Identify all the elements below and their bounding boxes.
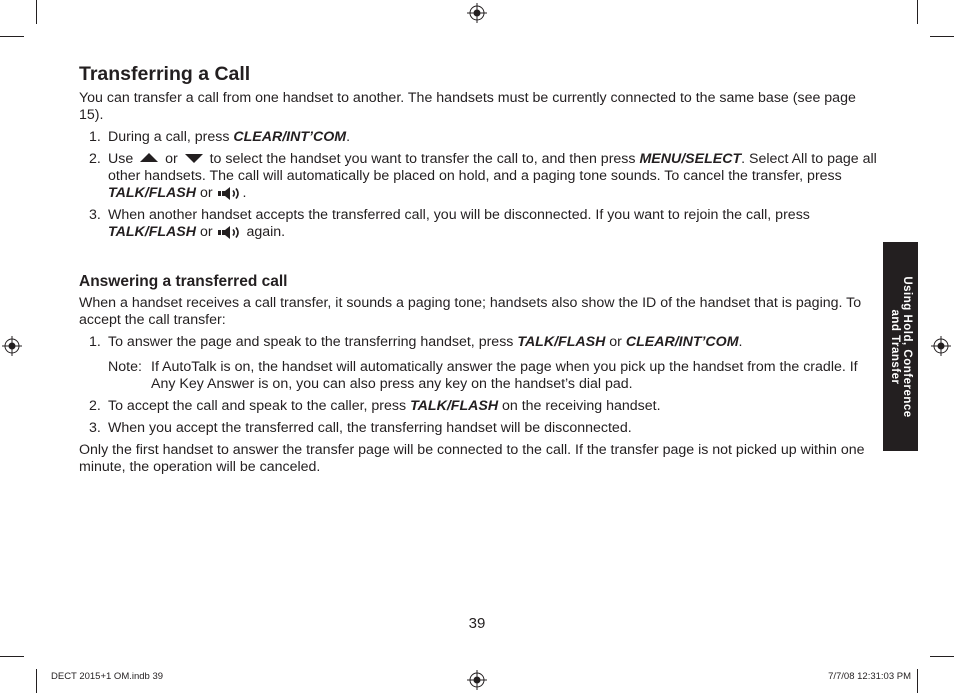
registration-mark-icon — [467, 670, 487, 690]
answer-step-2: 2. To accept the call and speak to the caller, press TALK/FLASH on the receiving handset. — [89, 398, 661, 414]
speakerphone-icon — [218, 226, 242, 239]
step-number: 2. — [89, 151, 101, 167]
crop-mark — [36, 669, 37, 693]
registration-mark-icon — [467, 3, 487, 23]
note-label: Note: — [108, 359, 142, 375]
step-3: 3. When another handset accepts the transferred call, you will be disconnected. If you want to rejoin the call, press TALK/FLASH or again. — [89, 207, 810, 240]
registration-mark-icon — [931, 336, 951, 356]
crop-mark — [917, 0, 918, 24]
page-content — [79, 62, 879, 476]
section-heading: Answering a transferred call — [79, 273, 288, 290]
intro-paragraph: You can transfer a call from one handset to another. The handsets must be currently connected to the same base (see page 15). — [79, 90, 856, 123]
key-label: MENU/SELECT — [639, 151, 742, 167]
crop-mark — [917, 669, 918, 693]
note-text: If AutoTalk is on, the handset will automatically answer the page when you pick up the handset from the cradle. If Any Key Answer is on, you can also press any key on the handset’s dial pad. — [151, 359, 858, 392]
section-intro: When a handset receives a call transfer, it sounds a paging tone; handsets also show the ID of the handset that is paging. To accept the call transfer: — [79, 295, 862, 328]
note — [79, 359, 879, 393]
crop-mark — [930, 36, 954, 37]
closing-paragraph: Only the first handset to answer the transfer page will be connected to the call. If the transfer page is not picked up within one minute, the operation will be canceled. — [79, 442, 865, 475]
step-number: 2. — [89, 398, 101, 414]
registration-mark-icon — [2, 336, 22, 356]
page-title: Transferring a Call — [79, 63, 251, 85]
key-label: TALK/FLASH — [410, 398, 499, 414]
step-number: 1. — [89, 129, 101, 145]
footer-file-info: DECT 2015+1 OM.indb 39 — [51, 671, 164, 682]
key-label: CLEAR/INT’COM — [625, 334, 739, 350]
crop-mark — [0, 36, 24, 37]
key-label: TALK/FLASH — [517, 334, 606, 350]
step-2: 2. Use or to select the handset you want to transfer the call to, and then press MENU/SELECT. Select All to page all other handsets. The call will automatically be placed on hold, and a paging tone sounds. To cancel the transfer, press TALK/FLASH or . — [89, 151, 877, 201]
key-label: TALK/FLASH — [108, 224, 196, 240]
page-number: 39 — [468, 615, 486, 632]
crop-mark — [930, 656, 954, 657]
step-number: 3. — [89, 420, 101, 436]
down-arrow-icon — [185, 154, 203, 163]
step-number: 1. — [89, 334, 101, 350]
footer-timestamp: 7/7/08 12:31:03 PM — [828, 671, 911, 682]
key-label: CLEAR/INT’COM — [233, 129, 347, 145]
up-arrow-icon — [140, 153, 158, 162]
crop-mark — [0, 656, 24, 657]
answer-step-3: 3. When you accept the transferred call, the transferring handset will be disconnected. — [89, 420, 632, 436]
key-label: TALK/FLASH — [108, 185, 196, 201]
section-tab — [883, 242, 918, 451]
crop-mark — [36, 0, 37, 24]
answer-step-1: 1. To answer the page and speak to the transferring handset, press TALK/FLASH or CLEAR/INT’COM. — [89, 334, 743, 350]
section-tab-label: Using Hold, Conference and Transfer — [888, 275, 913, 418]
step-1: 1. During a call, press CLEAR/INT’COM. — [89, 129, 351, 145]
step-number: 3. — [89, 207, 101, 223]
speakerphone-icon — [218, 187, 242, 200]
